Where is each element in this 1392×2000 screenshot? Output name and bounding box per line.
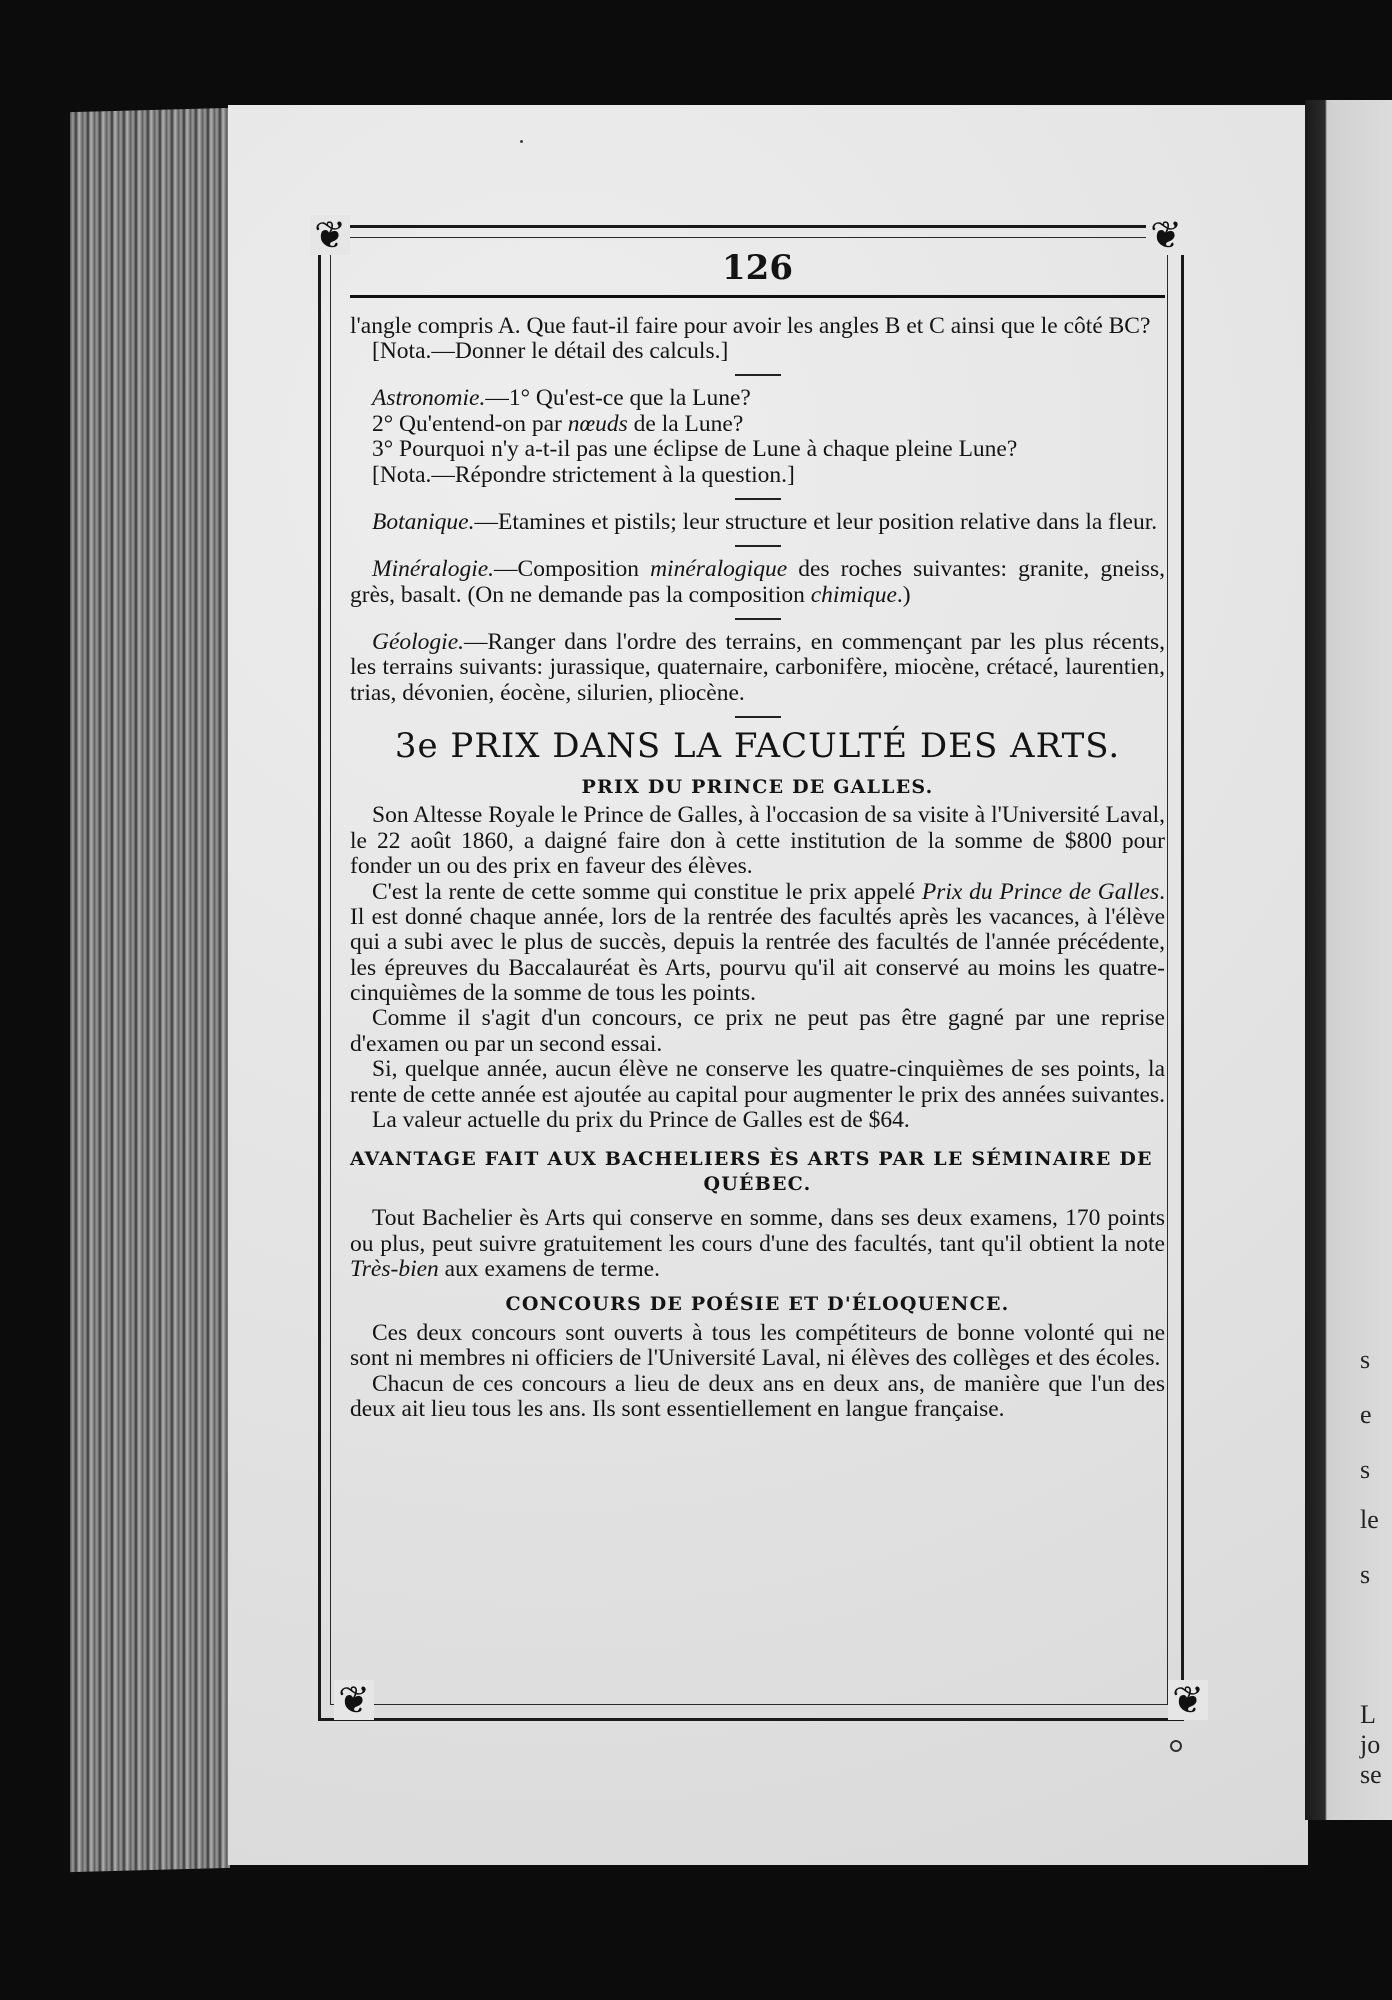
geometry-question-tail: l'angle compris A. Que faut-il faire pour avoir les angles B et C ainsi que le côté BC? (350, 312, 1151, 339)
prince-title: PRIX DU PRINCE DE GALLES. (581, 775, 934, 798)
header-rule (350, 295, 1165, 298)
separator-rule (735, 374, 781, 376)
astronomie-q1: Astronomie.—1° Qu'est-ce que la Lune? (372, 385, 751, 412)
botanique-question: Botanique.—Etamines et pistils; leur structure et leur position relative dans la fleur. (372, 508, 1158, 535)
mineralogie-label: Minéralogie. (372, 556, 495, 583)
astronomie-q2: 2° Qu'entend-on par nœuds de la Lune? (372, 410, 744, 437)
corner-ornament-icon: ❦ (1146, 215, 1186, 255)
geometry-nota: [Nota.—Donner le détail des calculs.] (372, 338, 729, 365)
separator-rule (735, 498, 781, 500)
concours-paragraph-1: Ces deux concours sont ouverts à tous les compétiteurs de bonne volonté qui ne sont ni membres ni officiers de l'Université Laval, ni élèves des collèges et des écoles. (350, 1320, 1165, 1372)
book-page-edges (70, 108, 230, 1872)
next-page-edge (1305, 100, 1392, 1820)
separator-rule (735, 716, 781, 718)
prince-paragraph-3: Comme il s'agit d'un concours, ce prix ne peut pas être gagné par une reprise d'examen ou par un second essai. (350, 1005, 1165, 1057)
avantage-paragraph: Tout Bachelier ès Arts qui conserve en somme, dans ses deux examens, 170 points ou plus, peut suivre gratuitement les cours d'une des facultés, tant qu'il obtient la note Très-bien aux examens de terme. (350, 1205, 1165, 1283)
corner-ornament-icon: ❦ (1168, 1680, 1208, 1720)
fragment: L (1360, 1700, 1376, 1729)
page-number: 126 (722, 248, 793, 288)
geologie-question: Géologie.—Ranger dans l'ordre des terrains, en commençant par les plus récents, les terrains suivants: jurassique, quaternaire, carbonifère, miocène, crétacé, laurentien, trias, dévonien, éocène, silurien, pliocène. (350, 629, 1165, 706)
avantage-title-line2: QUÉBEC. (703, 1172, 812, 1195)
astronomie-nota: [Nota.—Répondre strictement à la question.] (372, 461, 795, 488)
prince-paragraph-5: La valeur actuelle du prix du Prince de Galles est de $64. (372, 1106, 910, 1133)
corner-ornament-icon: ❦ (310, 215, 350, 255)
geologie-label: Géologie. (372, 629, 465, 656)
corner-ornament-icon: ❦ (334, 1680, 374, 1720)
prince-paragraph-4: Si, quelque année, aucun élève ne conserve les quatre-cinquièmes de ses points, la rente de cette année est ajoutée au capital pour augmenter le prix des années suivantes. (350, 1056, 1165, 1108)
section-title: 3e PRIX DANS LA FACULTÉ DES ARTS. (394, 726, 1121, 767)
fragment: s (1360, 1455, 1371, 1484)
fragment: se (1360, 1760, 1382, 1789)
page-content (350, 240, 1165, 1700)
scan-speck (1170, 1740, 1182, 1752)
fragment: jo (1360, 1730, 1381, 1759)
prince-paragraph-1: Son Altesse Royale le Prince de Galles, à l'occasion de sa visite à l'Université Laval, le 22 août 1860, a daigné faire don à cette institution de la somme de $800 pour fonder un ou des prix en faveur des élèves. (350, 802, 1165, 880)
prince-paragraph-2: C'est la rente de cette somme qui constitue le prix appelé Prix du Prince de Galles. Il est donné chaque année, lors de la rentrée des facultés après les vacances, à l'élève qui a subi avec le plus de succès, depuis la rentrée des facultés de l'année précédente, les épreuves du Baccalauréat ès Arts, pourvu qu'il ait conservé au moins les quatre-cinquièmes de la somme de tous les points. (350, 878, 1166, 1007)
mineralogie-question: Minéralogie.—Composition minéralogique des roches suivantes: granite, gneiss, grès, basalt. (On ne demande pas la composition chimique.) (350, 556, 1166, 608)
separator-rule (735, 618, 781, 620)
astronomie-q3: 3° Pourquoi n'y a-t-il pas une éclipse de Lune à chaque pleine Lune? (372, 436, 1018, 463)
botanique-label: Botanique. (372, 508, 475, 535)
avantage-title: AVANTAGE FAIT AUX BACHELIERS ÈS ARTS PAR LE SÉMINAIRE DE (350, 1148, 1153, 1171)
fragment: le (1360, 1505, 1379, 1534)
fragment: s (1360, 1560, 1371, 1589)
astronomie-label: Astronomie. (372, 385, 486, 412)
concours-title: CONCOURS DE POÉSIE ET D'ÉLOQUENCE. (505, 1293, 1010, 1316)
scan-speck (520, 140, 523, 143)
concours-paragraph-2: Chacun de ces concours a lieu de deux ans en deux ans, de manière que l'un des deux ait lieu tous les ans. Ils sont essentiellement en langue française. (350, 1370, 1165, 1423)
fragment: s (1360, 1345, 1371, 1374)
separator-rule (735, 545, 781, 547)
fragment: e (1360, 1400, 1372, 1429)
